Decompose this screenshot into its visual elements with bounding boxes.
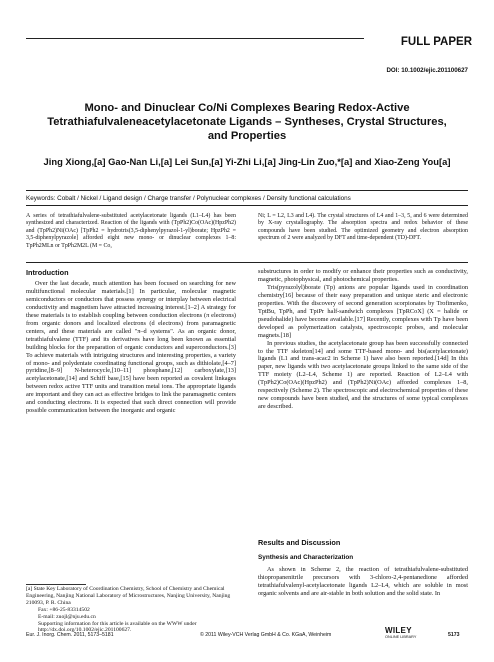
fax: Fax: +86-25-83314502	[38, 606, 90, 613]
right-column	[258, 268, 468, 411]
keywords-rule-top	[26, 190, 468, 191]
article-title: Mono- and Dinuclear Co/Ni Complexes Bearing Redox-Active Tetrathiafulvaleneacetylacetonate Ligands – Syntheses, Crystal Structures, and Properties	[47, 102, 447, 142]
supporting-info: Supporting information for this article is available on the WWW under http://dx.doi.org/10.1002/ejic.201100627.	[38, 620, 197, 634]
synthesis-body	[258, 566, 468, 598]
right-paragraph: Tris(pyrazolyl)borate (Tp) anions are popular ligands used in coordination chemistry[16] because of their easy preparation and unique steric and electronic properties. With the discovery of second generation scorpionates by Trofimenko, TptBu, TpPh, and TpiPr half-sandwich complexes [TpRCoX] (X = halide or pseudohalide) have become available.[17] Recently, complexes with Tp have been developed as polymerization catalysts, spectroscopic probes, and molecular magnets.[18]	[258, 283, 468, 339]
right-paragraph: substructures in order to modify or enhance their properties such as conductivity, magnetic, photophysical, and photochemical properties.	[258, 268, 468, 283]
footnote-rule	[26, 584, 86, 585]
keywords: Keywords: Cobalt / Nickel / Ligand design / Charge transfer / Polynuclear complexes / Density functional calculations	[26, 195, 351, 202]
abstract-rule	[26, 262, 468, 263]
affiliation: [a] State Key Laboratory of Coordination Chemistry, School of Chemistry and Chemical Engineering, Nanjing National Laboratory of Microstructures, Nanjing University, Nanjing 210093, P. R. China	[26, 586, 231, 606]
intro-body	[26, 280, 236, 415]
doi: DOI: 10.1002/ejic.201100627	[386, 67, 468, 74]
author-list: Jing Xiong,[a] Gao-Nan Li,[a] Lei Sun,[a] Yi-Zhi Li,[a] Jing-Lin Zuo,*[a] and Xiao-Zeng You[a]	[43, 156, 451, 167]
section-label: FULL PAPER	[364, 36, 472, 48]
footnote	[26, 586, 236, 634]
journal-citation: Eur. J. Inorg. Chem. 2011, 5173–5181	[26, 632, 114, 638]
synthesis-paragraph: As shown in Scheme 2, the reaction of tetrathiafulvalene-substituted thiopropanenitrile precursors with 3-chloro-2,4-pentanedione afforded tetrathiafulvalenyl-acetylacetonate ligands L2–L4, which are soluble in most organic solvents and are air-stable in both solution and the solid state. In	[258, 566, 468, 597]
abstract-right: Ni; L = L2, L3 and L4). The crystal structures of L4 and 1–3, 5, and 6 were determined by X-ray crystallography. The absorption spectra and redox behavior of these compounds have been studied. The optimized geometry and electron absorption spectrum of 2 were analyzed by DFT and time-dependent (TD)-DFT.	[258, 213, 468, 242]
intro-paragraph: Over the last decade, much attention has been focused on searching for new multifunctional molecular materials.[1] In particular, molecular magnetic semiconductors or conductors that possess synergy or interplay between electrical conductivity and magnetism have attracted increasing interest.[1–2] A strategy for these materials is to establish coupling between conduction electrons (π electrons) from organic donors and localized electrons (d electrons) from paramagnetic centers, and these materials are called "π–d systems". As an organic donor, tetrathiafulvalene (TTF) and its derivatives have long been known as essential building blocks for the preparation of organic conductors and superconductors.[3] To achieve materials with intriguing structures and interesting properties, a variety of mono- and polydentate coordinating functional groups, such as dithiolate,[4–7] pyridine,[8–9] N-heterocycle,[10–11] phosphane,[12] carboxylate,[13] acetylacetonate,[14] and Schiff base,[15] have been reported as covalent linkages between redox active TTF units and transition metal ions. The appropriate ligands are important and they can act as effective bridges to link the paramagnetic centers and conducting electrons. It is expected that such direct connection will provide possible communication between the inorganic and organic	[26, 280, 236, 415]
copyright: © 2011 Wiley-VCH Verlag GmbH & Co. KGaA, Weinheim	[200, 632, 332, 638]
keywords-rule-bottom	[26, 205, 468, 206]
wiley-logo: WILEY ONLINE LIBRARY	[385, 626, 417, 639]
intro-heading: Introduction	[26, 268, 69, 277]
page-number: 5173	[448, 632, 460, 638]
email: E-mail: zuojl@nju.edu.cn	[38, 613, 96, 620]
synthesis-subheading: Synthesis and Characterization	[258, 554, 354, 561]
right-paragraph: In previous studies, the acetylacetonate group has been successfully connected to the TTF skeleton[14] and some TTF-based mono- and bis(acetylacetonate) ligands (L1 and trans-acac2 in Scheme 1) have also been reported.[14d] In this paper, new ligands with two acetylacetonate groups linked to the same side of the TTF moiety (L2–L4, Scheme 1) are reported. Reaction of L2–L4 with (TpPh2)Co(OAc)(HpzPh2) and (TpPh2)Ni(OAc) afforded complexes 1–8, respectively (Scheme 2). The spectroscopic and electrochemical properties of these new compounds have been studied, and the structures of some typical complexes are described.	[258, 339, 468, 411]
abstract-left: A series of tetrathiafulvalene-substituted acetylacetonate ligands (L1–L4) has been synthesized and characterized. Reaction of the ligands with (TpPh2)Co(OAc)(HpzPh2) and (TpPh2)Ni(OAc) [TpPh2 = hydrotris(3,5-diphenylpyrazol-1-yl)borate; HpzPh2 = 3,5-diphenylpyrazole] afforded eight new mono- or dinuclear complexes 1–8: TpPh2MLn or TpPh2M2L (M = Co,	[26, 213, 236, 249]
results-heading: Results and Discussion	[258, 538, 341, 547]
